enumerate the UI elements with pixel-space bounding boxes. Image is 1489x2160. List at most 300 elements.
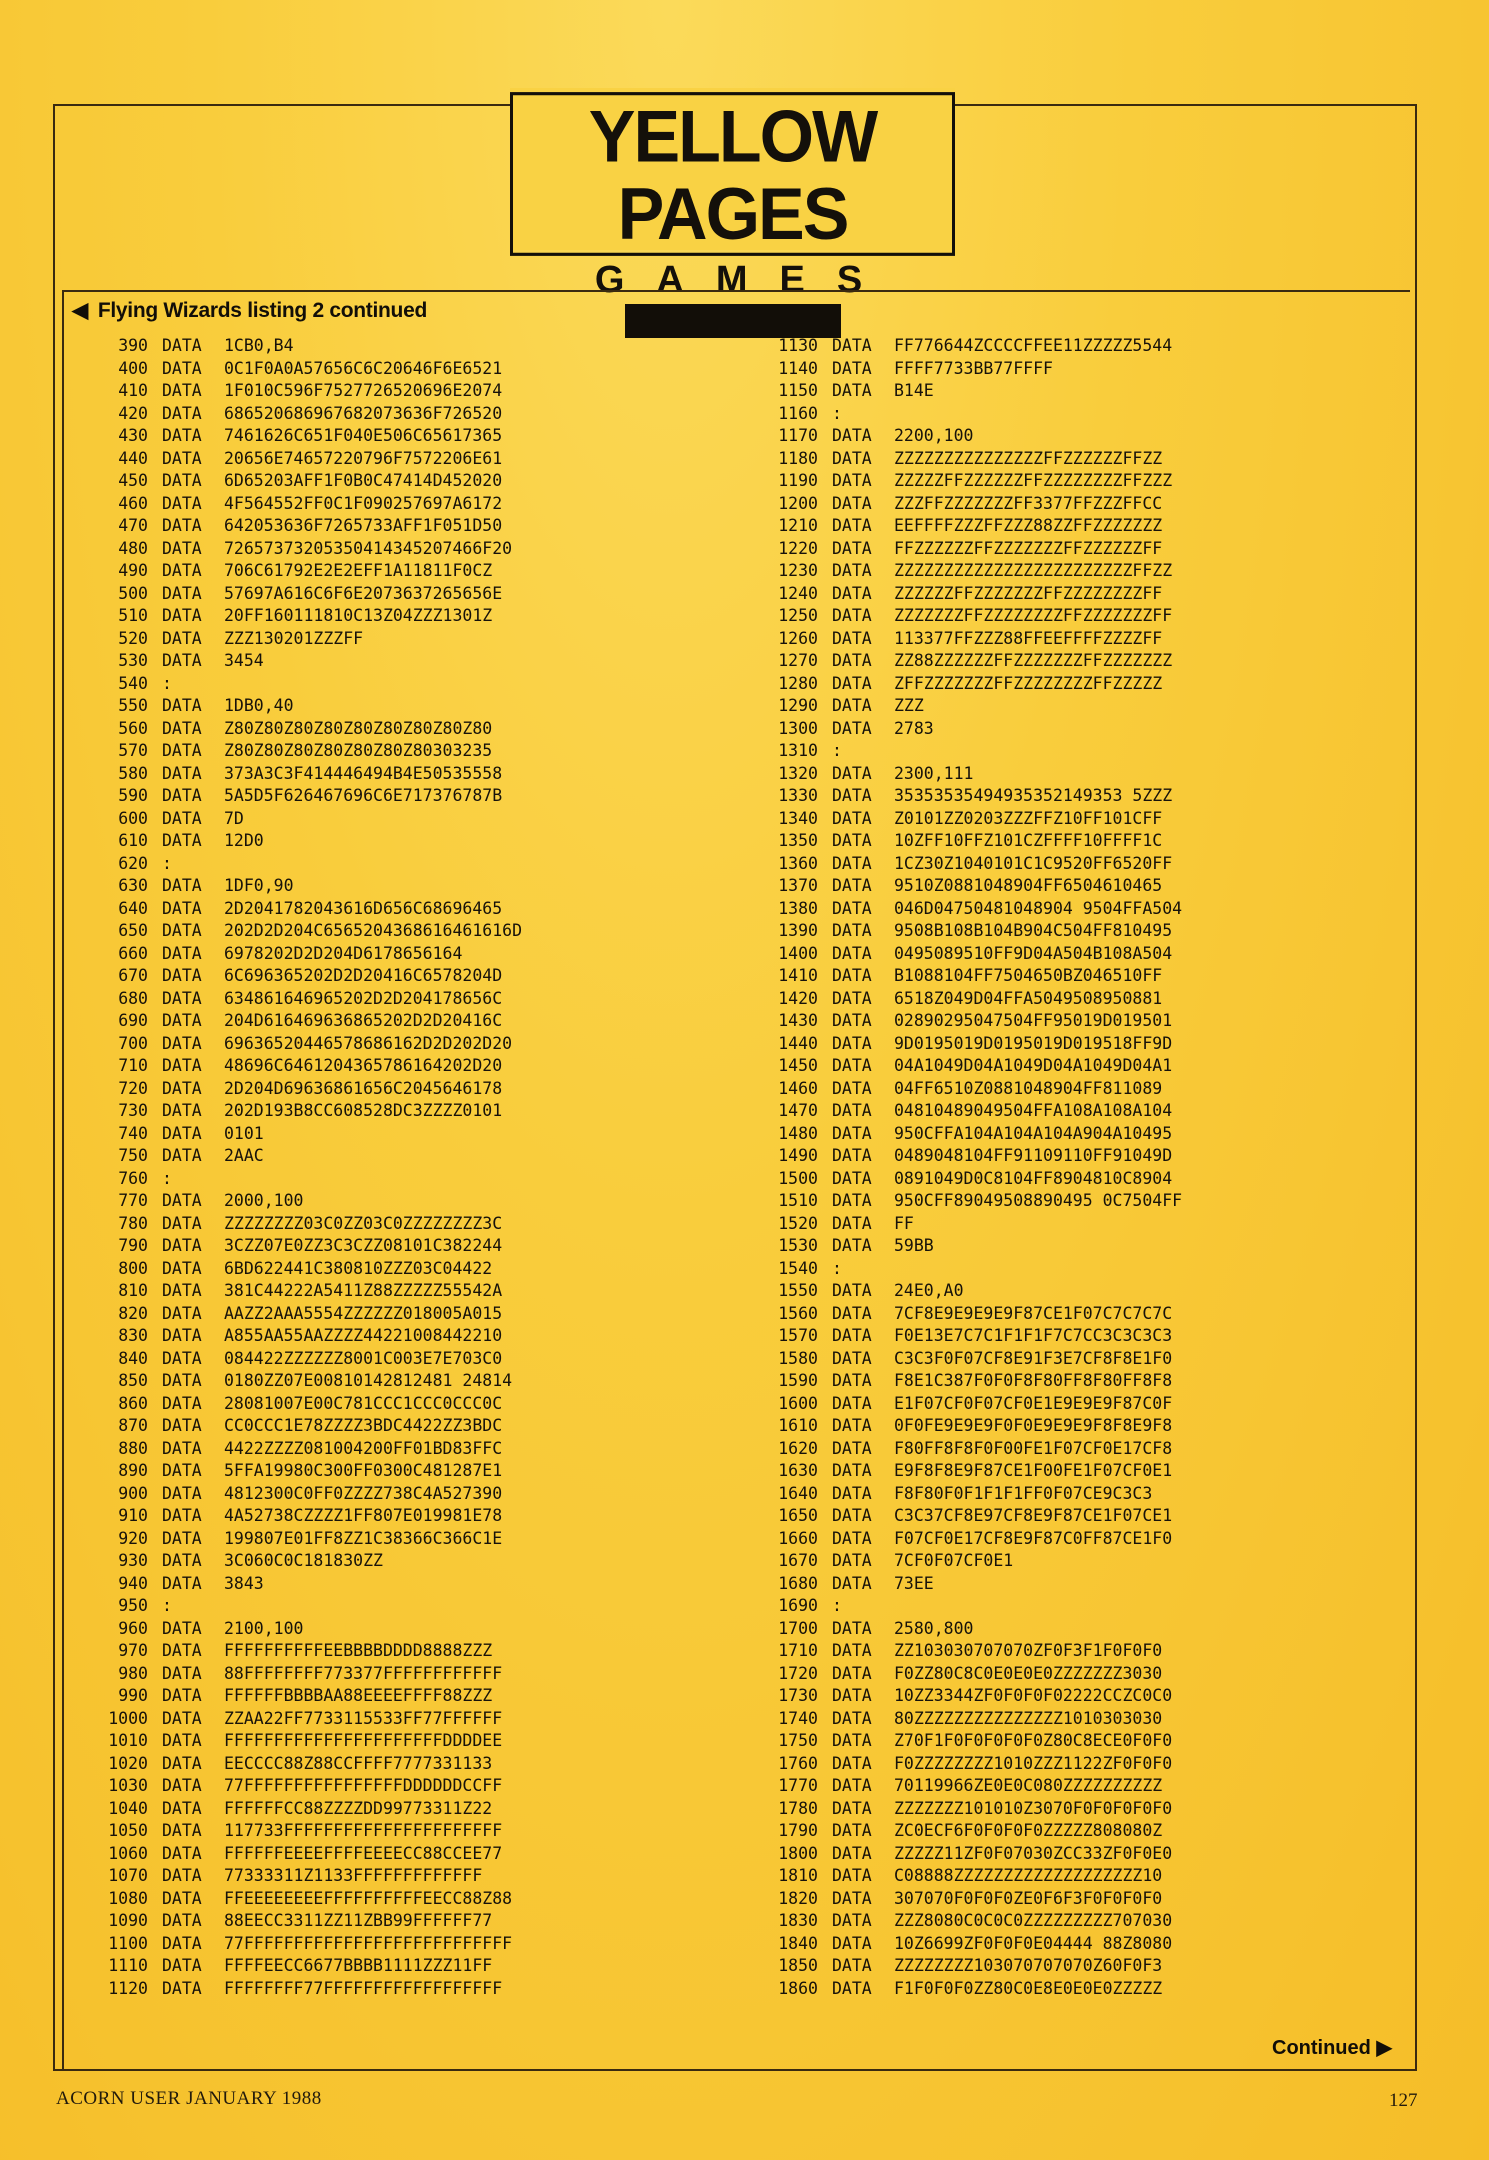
line-number: 630 <box>118 876 148 895</box>
line-number: 570 <box>118 741 148 760</box>
listing-line <box>96 583 522 606</box>
line-keyword: DATA <box>162 1888 202 1908</box>
listing-line <box>766 1460 1182 1483</box>
line-data: 7D <box>224 808 244 828</box>
line-number: 400 <box>118 358 148 378</box>
line-keyword: DATA <box>162 1528 202 1548</box>
listing-line <box>766 425 1182 448</box>
listing-line <box>766 965 1182 988</box>
line-keyword: DATA <box>162 943 202 963</box>
line-keyword: DATA <box>832 1101 872 1120</box>
listing-line <box>96 1168 522 1191</box>
line-number: 1650 <box>778 1506 818 1525</box>
line-number: 680 <box>118 988 148 1008</box>
line-data: A855AA55AAZZZZ44221008442210 <box>224 1326 503 1345</box>
line-keyword: DATA <box>162 1506 202 1525</box>
listing-line <box>766 1753 1182 1776</box>
line-data: 1DB0,40 <box>224 696 294 715</box>
line-keyword: DATA <box>162 493 202 513</box>
line-data: 373A3C3F414446494B4E50535558 <box>224 763 503 783</box>
line-keyword: : <box>832 1258 842 1278</box>
listing-line <box>96 560 522 583</box>
line-number: 1540 <box>778 1258 818 1278</box>
line-number: 1080 <box>108 1888 148 1908</box>
line-number: 1800 <box>778 1843 818 1863</box>
line-number: 820 <box>118 1303 148 1323</box>
line-keyword: DATA <box>162 921 202 940</box>
listing-line <box>96 1280 522 1303</box>
line-data: 2D2041782043616D656C68696465 <box>224 898 503 918</box>
line-number: 1720 <box>778 1663 818 1683</box>
line-data: 950CFFA104A104A104A904A10495 <box>894 1123 1173 1143</box>
listing-line <box>96 1550 522 1573</box>
line-data: 6978202D2D204D6178656164 <box>224 943 463 963</box>
listing-line <box>96 808 522 831</box>
line-data: Z80Z80Z80Z80Z80Z80Z80Z80Z80 <box>224 718 493 738</box>
listing-line <box>766 808 1182 831</box>
line-data: 7CF0F07CF0E1 <box>894 1551 1014 1570</box>
listing-line <box>766 1820 1182 1843</box>
line-data: 6518Z049D04FFA5049508950881 <box>894 988 1163 1008</box>
line-keyword: DATA <box>832 561 872 580</box>
line-keyword: DATA <box>832 696 872 715</box>
line-keyword: DATA <box>832 1686 872 1705</box>
line-data: 04A1049D04A1049D04A1049D04A1 <box>894 1056 1173 1075</box>
left-arrow-icon: ◀ <box>72 299 88 322</box>
line-number: 1130 <box>778 336 818 355</box>
line-number: 600 <box>118 808 148 828</box>
listing-line <box>766 1033 1182 1056</box>
line-data: 24E0,A0 <box>894 1281 964 1300</box>
line-data: ZZZZZZZZ103070707070Z60F0F3 <box>894 1956 1163 1975</box>
listing-line <box>766 875 1182 898</box>
line-keyword: DATA <box>162 1011 202 1030</box>
line-keyword: DATA <box>162 1933 202 1953</box>
listing-line <box>766 1145 1182 1168</box>
line-keyword: DATA <box>832 1123 872 1143</box>
listing-line <box>766 988 1182 1011</box>
listing-line <box>96 965 522 988</box>
line-number: 1670 <box>778 1551 818 1570</box>
line-number: 1460 <box>778 1078 818 1098</box>
line-keyword: DATA <box>162 1078 202 1098</box>
line-data: ZZZZZZZFFZZZZZZZZFFZZZZZZZFF <box>894 606 1173 625</box>
line-data: 04810489049504FFA108A108A104 <box>894 1101 1173 1120</box>
line-keyword: DATA <box>832 1393 872 1413</box>
line-data: 0495089510FF9D04A504B108A504 <box>894 943 1173 963</box>
line-keyword: DATA <box>832 1438 872 1458</box>
line-keyword: DATA <box>832 1461 872 1480</box>
listing-line <box>766 920 1182 943</box>
line-data: 113377FFZZZ88FFEEFFFFZZZZFF <box>894 628 1163 648</box>
line-data: 6C696365202D2D20416C6578204D <box>224 966 503 985</box>
listing-line <box>766 1370 1182 1393</box>
listing-line <box>96 875 522 898</box>
line-keyword: DATA <box>832 1731 872 1750</box>
listing-line <box>96 1663 522 1686</box>
line-number: 1070 <box>108 1866 148 1885</box>
line-keyword: DATA <box>832 1033 872 1053</box>
listing-line <box>96 1595 522 1618</box>
line-keyword: DATA <box>162 966 202 985</box>
line-data: 2300,111 <box>894 763 974 783</box>
line-number: 1060 <box>108 1843 148 1863</box>
listing-line <box>766 1888 1182 1911</box>
line-data: E1F07CF0F07CF0E1E9E9E9F87C0F <box>894 1393 1173 1413</box>
line-number: 1380 <box>778 898 818 918</box>
line-data: Z0101ZZ0203ZZZFFZ10FF101CFF <box>894 808 1163 828</box>
line-number: 1440 <box>778 1033 818 1053</box>
listing-line <box>96 1460 522 1483</box>
line-data: 88EECC3311ZZ11ZBB99FFFFFF77 <box>224 1911 493 1930</box>
line-number: 410 <box>118 381 148 400</box>
line-number: 560 <box>118 718 148 738</box>
line-data: 77FFFFFFFFFFFFFFFFFFFFFFFFFFF <box>224 1933 513 1953</box>
line-data: 9D0195019D0195019D019518FF9D <box>894 1033 1173 1053</box>
line-number: 980 <box>118 1663 148 1683</box>
line-keyword: DATA <box>832 876 872 895</box>
listing-line <box>96 1483 522 1506</box>
line-keyword: DATA <box>162 1101 202 1120</box>
listing-line <box>96 1933 522 1956</box>
line-data: 117733FFFFFFFFFFFFFFFFFFFFFF <box>224 1821 503 1840</box>
line-data: 73EE <box>894 1573 934 1593</box>
line-number: 460 <box>118 493 148 513</box>
line-keyword: DATA <box>832 1821 872 1840</box>
line-keyword: DATA <box>832 1168 872 1188</box>
line-keyword: DATA <box>832 921 872 940</box>
line-number: 760 <box>118 1168 148 1188</box>
line-keyword: DATA <box>832 1573 872 1593</box>
listing-line <box>96 1190 522 1213</box>
line-data: FFFFFFEEEEFFFFEEEECC88CCEE77 <box>224 1843 503 1863</box>
listing-line <box>96 403 522 426</box>
line-data: ZZZZZZZZ03C0ZZ03C0ZZZZZZZZ3C <box>224 1213 503 1233</box>
line-keyword: DATA <box>832 1303 872 1323</box>
line-number: 540 <box>118 673 148 693</box>
line-number: 960 <box>118 1618 148 1638</box>
listing-line <box>766 1730 1182 1753</box>
line-keyword: DATA <box>162 1461 202 1480</box>
line-data: 4422ZZZZ081004200FF01BD83FFC <box>224 1438 503 1458</box>
line-number: 1020 <box>108 1753 148 1773</box>
listing-line <box>96 448 522 471</box>
listing-line <box>766 740 1182 763</box>
line-keyword: DATA <box>832 1326 872 1345</box>
line-data: 204D616469636865202D2D20416C <box>224 1011 503 1030</box>
listing-line <box>96 853 522 876</box>
line-number: 390 <box>118 336 148 355</box>
line-number: 890 <box>118 1461 148 1480</box>
line-data: 70119966ZE0E0C080ZZZZZZZZZZ <box>894 1776 1163 1795</box>
line-data: 7CF8E9E9E9E9F87CE1F07C7C7C7C <box>894 1303 1173 1323</box>
listing-line <box>96 1775 522 1798</box>
line-keyword: DATA <box>832 583 872 603</box>
line-data: 2580,800 <box>894 1618 974 1638</box>
line-number: 1620 <box>778 1438 818 1458</box>
listing-line <box>766 853 1182 876</box>
line-keyword: DATA <box>162 381 202 400</box>
line-keyword: : <box>832 1596 842 1615</box>
listing-line <box>766 1325 1182 1348</box>
line-data: ZZZZZFFZZZZZZFFZZZZZZZZFFZZZ <box>894 471 1173 490</box>
line-keyword: DATA <box>832 516 872 535</box>
line-number: 660 <box>118 943 148 963</box>
line-keyword: DATA <box>832 1911 872 1930</box>
line-keyword: DATA <box>162 583 202 603</box>
listing-line <box>96 988 522 1011</box>
line-data: 1CZ30Z1040101C1C9520FF6520FF <box>894 853 1173 873</box>
line-data: 3CZZ07E0ZZ3C3CZZ08101C382244 <box>224 1236 503 1255</box>
line-data: 02890295047504FF95019D019501 <box>894 1011 1173 1030</box>
listing-line <box>766 605 1182 628</box>
line-number: 520 <box>118 628 148 648</box>
line-keyword: DATA <box>162 1416 202 1435</box>
listing-line <box>96 1348 522 1371</box>
line-number: 970 <box>118 1641 148 1660</box>
line-keyword: DATA <box>162 1258 202 1278</box>
line-number: 1860 <box>778 1978 818 1998</box>
listing-line <box>766 1798 1182 1821</box>
line-keyword: DATA <box>162 1843 202 1863</box>
listing-line <box>766 1258 1182 1281</box>
listing-line <box>96 1033 522 1056</box>
listing-line <box>766 1528 1182 1551</box>
line-data: EECCCC88Z88CCFFFF7777331133 <box>224 1753 493 1773</box>
line-number: 1150 <box>778 381 818 400</box>
line-keyword: DATA <box>832 1191 872 1210</box>
line-number: 590 <box>118 786 148 805</box>
line-keyword: DATA <box>162 1911 202 1930</box>
line-keyword: DATA <box>832 538 872 558</box>
line-number: 930 <box>118 1551 148 1570</box>
listing-line <box>96 830 522 853</box>
line-data: FFFFFFBBBBAA88EEEEFFFF88ZZZ <box>224 1686 493 1705</box>
listing-line <box>766 1348 1182 1371</box>
listing-line <box>96 1640 522 1663</box>
line-data: F8F80F0F1F1F1FF0F07CE9C3C3 <box>894 1483 1153 1503</box>
line-keyword: DATA <box>162 1956 202 1975</box>
line-keyword: DATA <box>832 1236 872 1255</box>
listing-line <box>766 785 1182 808</box>
listing-line <box>96 425 522 448</box>
line-number: 800 <box>118 1258 148 1278</box>
line-keyword: DATA <box>162 831 202 850</box>
line-keyword: : <box>162 1168 172 1188</box>
line-keyword: DATA <box>832 1843 872 1863</box>
line-data: 48696C6461204365786164202D20 <box>224 1056 503 1075</box>
line-keyword: DATA <box>832 1978 872 1998</box>
listing-line <box>96 1753 522 1776</box>
line-number: 1110 <box>108 1956 148 1975</box>
line-number: 1350 <box>778 831 818 850</box>
line-keyword: DATA <box>832 1618 872 1638</box>
listing-line <box>766 1595 1182 1618</box>
line-data: EEFFFFZZZFFZZZ88ZZFFZZZZZZZ <box>894 516 1163 535</box>
line-number: 1560 <box>778 1303 818 1323</box>
line-number: 1000 <box>108 1708 148 1728</box>
line-number: 830 <box>118 1326 148 1345</box>
line-keyword: DATA <box>162 1393 202 1413</box>
line-keyword: DATA <box>162 358 202 378</box>
line-number: 1270 <box>778 651 818 670</box>
line-number: 790 <box>118 1236 148 1255</box>
listing-line <box>96 605 522 628</box>
listing-line <box>766 1708 1182 1731</box>
line-data: 0489048104FF91109110FF91049D <box>894 1146 1173 1165</box>
line-keyword: DATA <box>162 1708 202 1728</box>
line-data: FF <box>894 1213 914 1233</box>
line-keyword: DATA <box>832 1078 872 1098</box>
masthead-title: YELLOW PAGES <box>510 92 955 256</box>
line-keyword: DATA <box>162 1281 202 1300</box>
line-number: 1480 <box>778 1123 818 1143</box>
line-number: 1290 <box>778 696 818 715</box>
line-number: 1340 <box>778 808 818 828</box>
line-number: 730 <box>118 1101 148 1120</box>
line-number: 1660 <box>778 1528 818 1548</box>
line-data: Z80Z80Z80Z80Z80Z80Z80303235 <box>224 741 493 760</box>
line-data: 12D0 <box>224 831 264 850</box>
line-number: 1120 <box>108 1978 148 1998</box>
line-keyword: DATA <box>162 786 202 805</box>
line-data: 706C61792E2E2EFF1A11811F0CZ <box>224 561 493 580</box>
line-number: 490 <box>118 561 148 580</box>
line-data: 046D04750481048904 9504FFA504 <box>894 898 1183 918</box>
line-number: 1050 <box>108 1821 148 1840</box>
line-keyword: DATA <box>832 808 872 828</box>
listing-line <box>96 1573 522 1596</box>
line-data: 28081007E00C781CCC1CCC0CCC0C <box>224 1393 503 1413</box>
listing-line <box>96 1235 522 1258</box>
line-data: 1F010C596F7527726520696E2074 <box>224 381 503 400</box>
line-keyword: DATA <box>832 1506 872 1525</box>
line-keyword: : <box>162 1596 172 1615</box>
line-data: 57697A616C6F6E2073637265656E <box>224 583 503 603</box>
line-number: 1730 <box>778 1686 818 1705</box>
line-number: 1320 <box>778 763 818 783</box>
listing-line <box>766 1010 1182 1033</box>
line-keyword: DATA <box>162 1236 202 1255</box>
listing-line <box>96 1145 522 1168</box>
listing-line <box>766 718 1182 741</box>
listing-line <box>766 1573 1182 1596</box>
line-data: 1DF0,90 <box>224 876 294 895</box>
line-number: 1420 <box>778 988 818 1008</box>
line-number: 1700 <box>778 1618 818 1638</box>
line-keyword: DATA <box>162 336 202 355</box>
line-data: FFZZZZZZFFZZZZZZZFFZZZZZZFF <box>894 538 1163 558</box>
line-number: 1630 <box>778 1461 818 1480</box>
line-keyword: DATA <box>162 651 202 670</box>
line-data: FFFFFFFFFFFFFFFFFFFFFFDDDDEE <box>224 1731 503 1750</box>
line-number: 1260 <box>778 628 818 648</box>
line-data: 20FF160111810C13Z04ZZZ1301Z <box>224 606 493 625</box>
line-keyword: DATA <box>832 853 872 873</box>
line-number: 1840 <box>778 1933 818 1953</box>
line-data: F0E13E7C7C1F1F1F7C7CC3C3C3C3 <box>894 1326 1173 1345</box>
listing-line <box>96 1798 522 1821</box>
line-keyword: : <box>832 403 842 423</box>
listing-line <box>96 718 522 741</box>
line-keyword: DATA <box>832 606 872 625</box>
line-data: B1088104FF7504650BZ046510FF <box>894 966 1163 985</box>
listing-line <box>96 1078 522 1101</box>
line-number: 990 <box>118 1686 148 1705</box>
line-number: 700 <box>118 1033 148 1053</box>
line-number: 1190 <box>778 471 818 490</box>
line-keyword: DATA <box>162 898 202 918</box>
listing-line <box>766 1100 1182 1123</box>
listing-line <box>766 1910 1182 1933</box>
listing-line <box>766 1685 1182 1708</box>
line-number: 1810 <box>778 1866 818 1885</box>
line-keyword: DATA <box>162 1371 202 1390</box>
line-data: ZFFZZZZZZZFFZZZZZZZZFFZZZZZ <box>894 673 1163 693</box>
line-keyword: DATA <box>162 988 202 1008</box>
listing-line <box>766 1483 1182 1506</box>
line-number: 530 <box>118 651 148 670</box>
listing-line <box>766 830 1182 853</box>
line-keyword: DATA <box>162 1663 202 1683</box>
line-number: 1040 <box>108 1798 148 1818</box>
listing-line <box>96 1820 522 1843</box>
listing-line <box>96 493 522 516</box>
listing-line <box>96 1438 522 1461</box>
line-data: 2D204D69636861656C2045646178 <box>224 1078 503 1098</box>
line-number: 1740 <box>778 1708 818 1728</box>
listing-line <box>766 403 1182 426</box>
page-number: 127 <box>1389 2090 1418 2111</box>
line-number: 1250 <box>778 606 818 625</box>
line-number: 1310 <box>778 741 818 760</box>
line-number: 870 <box>118 1416 148 1435</box>
line-number: 1230 <box>778 561 818 580</box>
line-number: 710 <box>118 1056 148 1075</box>
line-keyword: DATA <box>162 1618 202 1638</box>
line-data: 88FFFFFFFF773377FFFFFFFFFFFF <box>224 1663 503 1683</box>
line-keyword: DATA <box>832 1933 872 1953</box>
line-number: 480 <box>118 538 148 558</box>
line-keyword: DATA <box>832 988 872 1008</box>
listing-line <box>96 1258 522 1281</box>
line-keyword: DATA <box>162 1056 202 1075</box>
line-data: FF776644ZCCCCFFEE11ZZZZZ5544 <box>894 336 1173 355</box>
listing-line <box>766 628 1182 651</box>
line-keyword: DATA <box>832 1011 872 1030</box>
listing-line <box>96 650 522 673</box>
line-data: 10ZZ3344ZF0F0F0F02222CCZC0C0 <box>894 1686 1173 1705</box>
listing-line <box>96 1865 522 1888</box>
listing-line <box>766 538 1182 561</box>
line-data: 6BD622441C380810ZZZ03C04422 <box>224 1258 493 1278</box>
line-keyword: DATA <box>162 1303 202 1323</box>
line-data: F1F0F0F0ZZ80C0E8E0E0E0ZZZZZ <box>894 1978 1163 1998</box>
listing-line <box>766 335 1182 358</box>
line-number: 1280 <box>778 673 818 693</box>
line-keyword: DATA <box>162 1798 202 1818</box>
line-data: 2AAC <box>224 1146 264 1165</box>
line-keyword: DATA <box>162 1191 202 1210</box>
line-number: 1240 <box>778 583 818 603</box>
line-data: 59BB <box>894 1236 934 1255</box>
line-number: 510 <box>118 606 148 625</box>
listing-line <box>96 1393 522 1416</box>
line-number: 1640 <box>778 1483 818 1503</box>
listing-right-column <box>766 335 1182 2000</box>
line-keyword: DATA <box>832 493 872 513</box>
line-number: 550 <box>118 696 148 715</box>
